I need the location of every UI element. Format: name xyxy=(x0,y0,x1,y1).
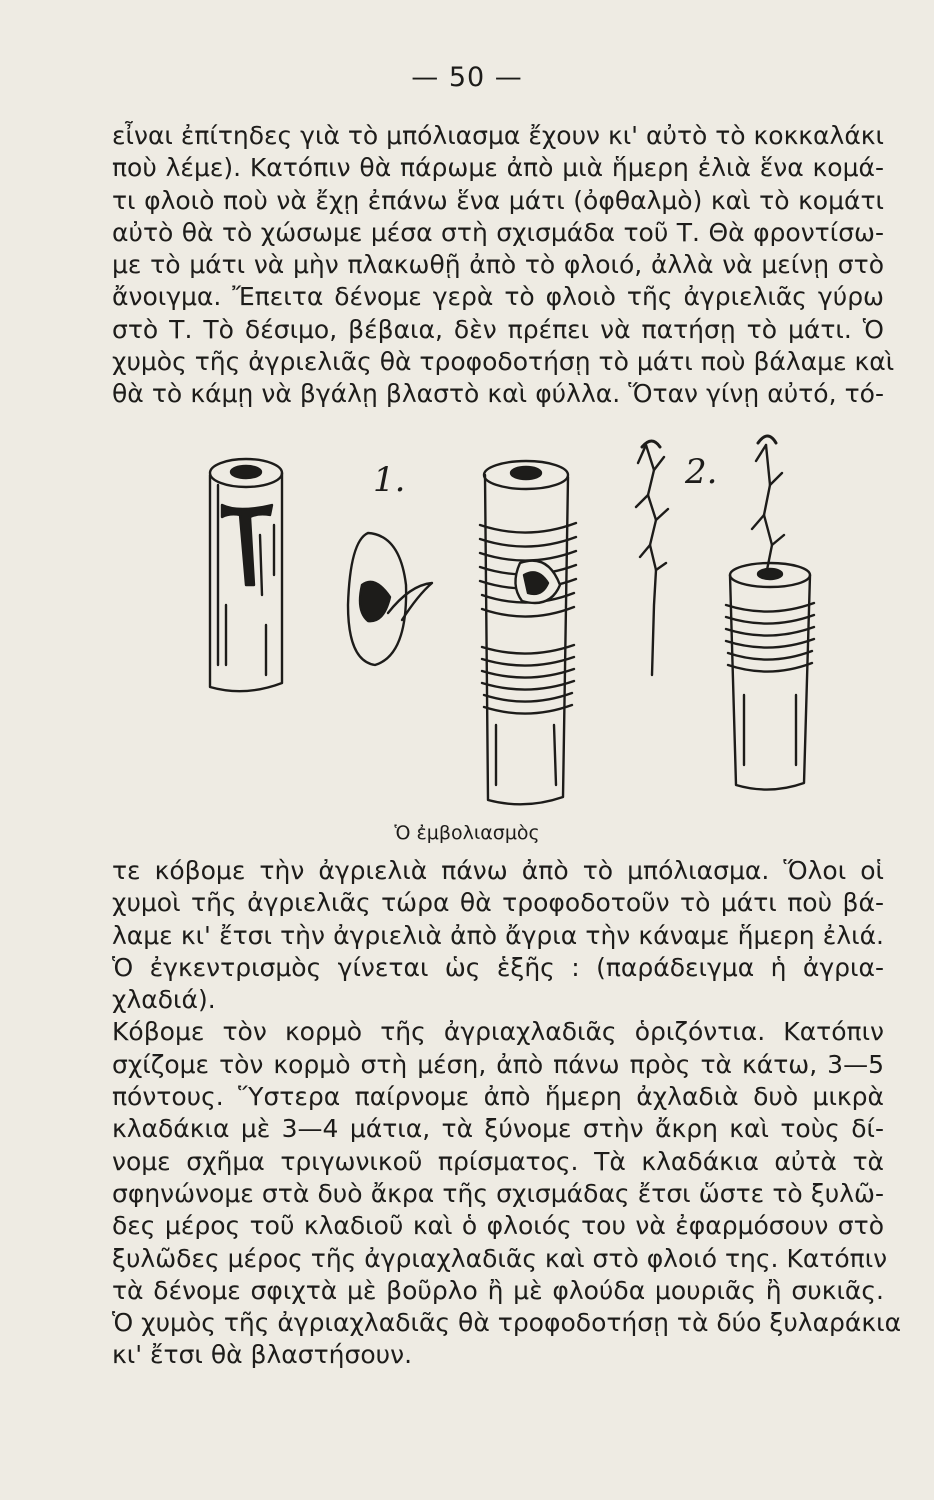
t-cut-stump-drawing xyxy=(210,459,282,691)
text-line: ἄνοιγμα. Ἔπειτα δένομε γερὰ τὸ φλοιὸ τῆς ἀγριελιᾶς γύρω xyxy=(112,282,884,312)
text-line: Ὁ ἐγκεντρισμὸς γίνεται ὡς ἑξῆς : (παράδειγμα ἡ ἀγρια- xyxy=(112,952,884,982)
text-line: Ὁ χυμὸς τῆς ἀγριαχλαδιᾶς θὰ τροφοδοτήσῃ τὰ δύο ξυλαράκια xyxy=(112,1308,902,1338)
bud-shield-drawing xyxy=(348,533,432,665)
text-line: τε κόβομε τὴν ἀγριελιὰ πάνω ἀπὸ τὸ μπόλιασμα. Ὅλοι οἱ xyxy=(112,856,884,885)
text-line: τι φλοιὸ ποὺ νὰ ἔχῃ ἐπάνω ἕνα μάτι (ὀφθαλμὸ) καὶ τὸ κομάτι xyxy=(112,185,884,215)
paragraph-2 xyxy=(112,855,902,1372)
text-line: σχίζομε τὸν κορμὸ στὴ μέση, ἀπὸ πάνω πρὸς τὰ κάτω, 3—5 xyxy=(112,1049,884,1079)
figure-caption: Ὁ ἐμβολιασμὸς xyxy=(394,822,540,844)
text-line: χυμοὶ τῆς ἀγριελιᾶς τώρα θὰ τροφοδοτοῦν τὸ μάτι ποὺ βά- xyxy=(112,888,884,918)
cleft-graft-stump-drawing xyxy=(726,436,814,790)
figure-label-1: 1. xyxy=(373,460,406,500)
text-line: χυμὸς τῆς ἀγριελιᾶς θὰ τροφοδοτήσῃ τὸ μάτι ποὺ βάλαμε καὶ xyxy=(112,347,895,377)
text-line: τὰ δένομε σφιχτὰ μὲ βοῦρλο ἢ μὲ φλούδα μουριᾶς ἢ συκιᾶς. xyxy=(112,1275,884,1305)
text-line: νομε σχῆμα τριγωνικοῦ πρίσματος. Τὰ κλαδάκια αὐτὰ τὰ xyxy=(112,1146,884,1176)
text-line: σφηνώνομε στὰ δυὸ ἄκρα τῆς σχισμάδας ἔτσι ὥστε τὸ ξυλῶ- xyxy=(112,1178,884,1208)
text-line: Κόβομε τὸν κορμὸ τῆς ἀγριαχλαδιᾶς ὁριζόντια. Κατόπιν xyxy=(112,1017,884,1047)
scion-twig-drawing xyxy=(636,441,668,675)
text-line: στὸ Τ. Τὸ δέσιμο, βέβαια, δὲν πρέπει νὰ πατήσῃ τὸ μάτι. Ὁ xyxy=(112,314,884,344)
text-line: ποὺ λέμε). Κατόπιν θὰ πάρωμε ἀπὸ μιὰ ἥμερη ἐλιὰ ἕνα κομά- xyxy=(112,153,884,183)
text-line: κι' ἔτσι θὰ βλαστήσουν. xyxy=(112,1340,413,1370)
page-number: — 50 — xyxy=(411,62,523,93)
text-line: λαμε κι' ἔτσι τὴν ἀγριελιὰ ἀπὸ ἄγρια τὴν κάναμε ἥμερη ἐλιά. xyxy=(112,920,884,950)
bound-stump-drawing xyxy=(480,461,576,804)
text-line: εἶναι ἐπίτηδες γιὰ τὸ μπόλιασμα ἔχουν κι' αὐτὸ τὸ κοκκαλάκι xyxy=(112,121,884,150)
text-line: κλαδάκια μὲ 3—4 μάτια, τὰ ξύνομε στὴν ἄκρη καὶ τοὺς δί- xyxy=(112,1114,884,1144)
text-line: ξυλῶδες μέρος τῆς ἀγριαχλαδιᾶς καὶ στὸ φλοιό της. Κατόπιν xyxy=(112,1243,888,1273)
text-line: θὰ τὸ κάμῃ νὰ βγάλῃ βλαστὸ καὶ φύλλα. Ὅταν γίνῃ αὐτό, τό- xyxy=(112,379,884,409)
paragraph-1 xyxy=(112,120,895,411)
text-line: με τὸ μάτι νὰ μὴν πλακωθῇ ἀπὸ τὸ φλοιό, ἀλλὰ νὰ μείνῃ στὸ xyxy=(112,250,884,280)
text-line: αὐτὸ θὰ τὸ χώσωμε μέσα στὴ σχισμάδα τοῦ Τ. Θὰ φροντίσω- xyxy=(112,217,884,247)
text-line: χλαδιά). xyxy=(112,985,216,1015)
text-line: δες μέρος τοῦ κλαδιοῦ καὶ ὁ φλοιός του νὰ ἐφαρμόσουν στὸ xyxy=(112,1211,884,1241)
text-line: πόντους. Ὕστερα παίρνομε ἀπὸ ἥμερη ἀχλαδιὰ δυὸ μικρὰ xyxy=(112,1082,884,1112)
grafting-illustration xyxy=(170,425,900,820)
figure-label-2: 2. xyxy=(685,452,718,492)
